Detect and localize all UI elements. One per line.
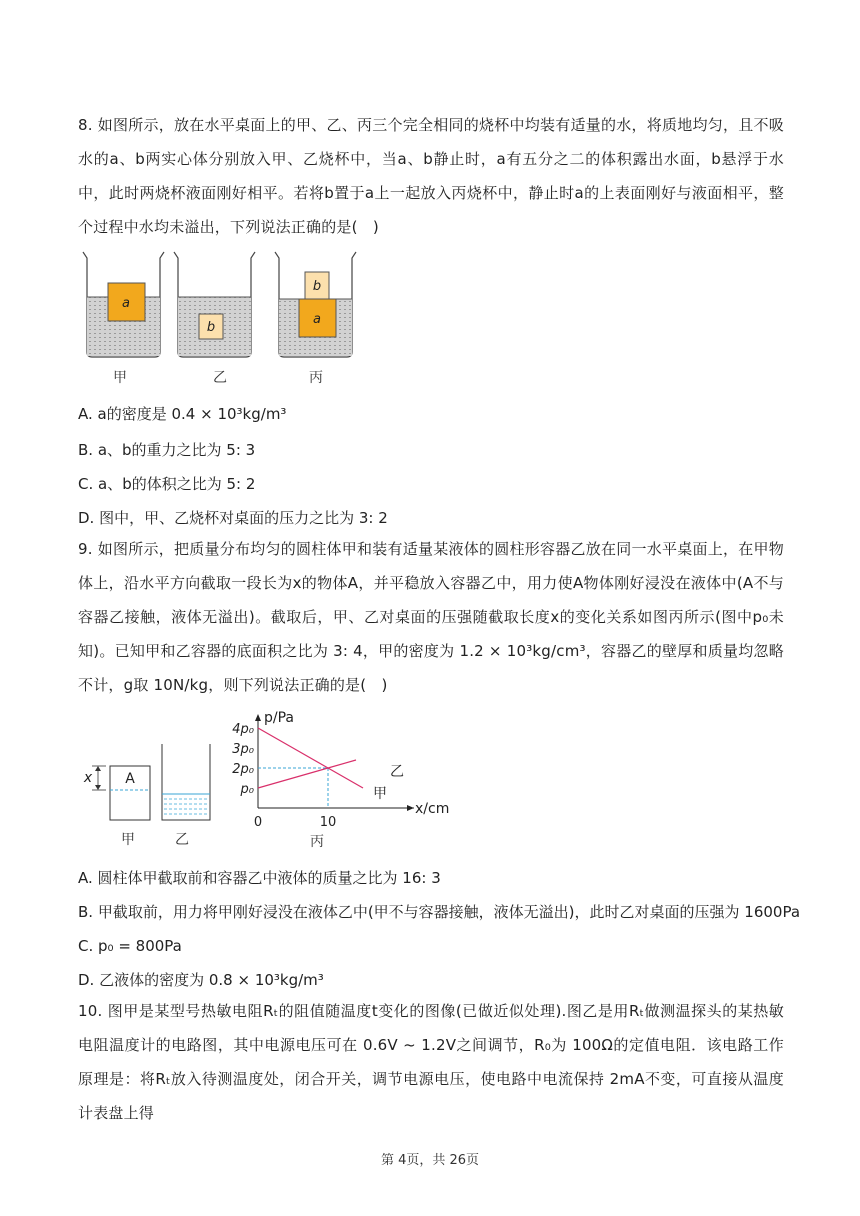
graph-labels (232, 710, 449, 830)
series-line-jia (258, 728, 363, 788)
q8-beakers-figure (78, 248, 368, 386)
y-tick-label: 4p₀ (232, 722, 254, 737)
block-b-label-bing: b (312, 279, 322, 294)
beaker-yi (174, 252, 255, 357)
block-b-label-yi: b (206, 320, 216, 335)
beaker-bing (275, 252, 356, 357)
block-a-label-bing: a (313, 312, 321, 327)
q8-option-d: D. 图中，甲、乙烧杯对桌面的压力之比为 3: 2 (78, 509, 388, 527)
x-tick-label: 10 (319, 815, 337, 830)
x-axis-arrow (407, 805, 414, 811)
container-yi (162, 744, 210, 820)
q9-option-d: D. 乙液体的密度为 0.8 × 10³kg/m³ (78, 971, 324, 989)
q8-option-b: B. a、b的重力之比为 5: 3 (78, 441, 256, 459)
q8-option-a: A. a的密度是 0.4 × 10³kg/m³ (78, 405, 287, 423)
figure-label-jia: 甲 (121, 832, 135, 848)
x-tick-label: 0 (253, 815, 263, 830)
q9-pressure-graph (218, 706, 450, 850)
block-a-label-jia: a (122, 296, 130, 311)
y-axis-arrow (255, 714, 261, 721)
q8-stem: 8. 如图所示，放在水平桌面上的甲、乙、丙三个完全相同的烧杯中均装有适量的水，将质地均匀，且不吸水的a、b两实心体分别放入甲、乙烧杯中，当a、b静止时，a有五分之二的体积露出水面，b悬浮于水中，此时两烧杯液面刚好相平。若将b置于a上一起放入丙烧杯中，静止时a的上表面刚好与液面相平，整个过程中水均未溢出，下列说法正确的是( ) (78, 116, 784, 236)
q9-option-c: C. p₀ = 800Pa (78, 937, 182, 955)
beaker-jia (83, 252, 164, 357)
beaker-label-jia: 甲 (113, 370, 127, 386)
q9-option-b: B. 甲截取前，用力将甲刚好浸没在液体乙中(甲不与容器接触，液体无溢出)，此时乙对桌面的压强为 1600Pa (78, 903, 801, 921)
q9-stem: 9. 如图所示，把质量分布均匀的圆柱体甲和装有适量某液体的圆柱形容器乙放在同一水平桌面上，在甲物体上，沿水平方向截取一段长为x的物体A，并平稳放入容器乙中，用力使A物体刚好浸没在液体中(A不与容器乙接触，液体无溢出)。截取后，甲、乙对桌面的压强随截取长度x的变化关系如图丙所示(图中p₀未知)。已知甲和乙容器的底面积之比为 3: 4，甲的密度为 1.2 × 10³kg/cm³，容器乙的壁厚和质量均忽略不计，g取 10N/kg，则下列说法正确的是( ) (78, 540, 784, 694)
series-label-jia: 甲 (373, 786, 387, 802)
piece-a-label: A (125, 771, 135, 787)
q10-stem: 10. 图甲是某型号热敏电阻Rₜ的阻值随温度t变化的图像(已做近似处理).图乙是用Rₜ做测温探头的某热敏电阻温度计的电路图，其中电源电压可在 0.6V ~ 1.2V之间调节，R₀为 100Ω的定值电阻．该电路工作原理是：将Rₜ放入待测温度处，闭合开关，调节电源电压，使电路中电流保持 2mA不变，可直接从温度计表盘上得 (78, 1002, 784, 1122)
graph-axes (255, 714, 414, 811)
y-axis-label: p/Pa (264, 710, 294, 726)
q9-option-a: A. 圆柱体甲截取前和容器乙中液体的质量之比为 16: 3 (78, 869, 441, 887)
y-tick-label: 3p₀ (232, 742, 254, 757)
graph-guides (258, 768, 328, 808)
page-footer: 第 4页，共 26页 (380, 1153, 480, 1168)
y-tick-label: p₀ (240, 782, 254, 797)
x-length-label: x (83, 770, 93, 786)
y-tick-label: 2p₀ (232, 762, 254, 777)
beaker-label-bing: 丙 (309, 370, 323, 386)
figure-label-bing: 丙 (310, 834, 324, 850)
figure-label-yi: 乙 (175, 832, 189, 848)
x-axis-label: x/cm (415, 801, 450, 817)
cylinder-jia (83, 766, 150, 820)
q8-option-c: C. a、b的体积之比为 5: 2 (78, 475, 256, 493)
series-label-yi: 乙 (390, 764, 404, 780)
series-line-yi (258, 760, 356, 788)
beaker-label-yi: 乙 (213, 370, 227, 386)
q9-objects-figure (78, 740, 218, 852)
graph-series (258, 728, 363, 788)
